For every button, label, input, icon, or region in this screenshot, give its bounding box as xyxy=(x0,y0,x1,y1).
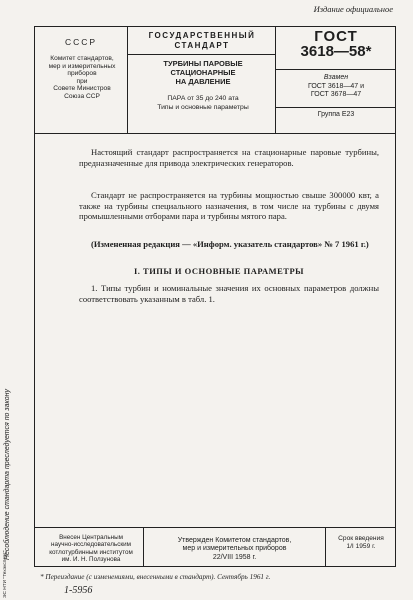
header-bottom-line xyxy=(35,133,395,134)
paragraph-revision: (Измененная редакция — «Информ. указатель стандартов» № 7 1961 г.) xyxy=(91,239,369,249)
gost-number: 3618—58* xyxy=(300,43,372,60)
side-source-note: ЭС НТИ "Техэксперт" xyxy=(3,550,8,598)
side-legal-note: Несоблюдение стандарта преследуется по закону xyxy=(4,388,11,560)
committee-name: Комитет стандартов, мер и измерительных приборов при Совете Министров Союза ССР xyxy=(48,55,116,100)
footer-top-line xyxy=(35,527,395,528)
gos-underline xyxy=(127,54,275,55)
document-frame xyxy=(34,26,396,567)
replaces-note: Взамен ГОСТ 3618—47 и ГОСТ 3678—47 xyxy=(307,74,365,98)
handwritten-number: 1-5956 xyxy=(64,585,93,596)
gost-label: ГОСТ xyxy=(314,28,358,45)
effective-date: Срок введения 1/I 1959 г. xyxy=(338,535,384,550)
approval-note: Утвержден Комитетом стандартов, мер и измерительных приборов 22/VIII 1958 г. xyxy=(177,537,292,561)
document-subtitle: ПАРА от 35 до 240 ата Типы и основные параметры xyxy=(157,95,249,111)
reprint-note: * Переиздание (с изменениями, внесенными в стандарт). Сентябрь 1961 г. xyxy=(40,573,271,581)
replaces-underline xyxy=(275,107,395,108)
paragraph-exclusions: Стандарт не распространяется на турбины мощностью свыше 300000 квт, а также на турбины специального назначения, в том числе на турбины с двумя промышленными отборами пара и турбины мятого пара. xyxy=(79,190,379,222)
state-standard-heading: ГОСУДАРСТВЕННЫЙ СТАНДАРТ xyxy=(148,31,256,50)
introduced-by: Внесен Центральным научно-исследовательским котлотурбинным институтом им. И. Н. Ползунова xyxy=(49,534,133,564)
ussr-label: СССР xyxy=(64,37,98,47)
paragraph-scope: Настоящий стандарт распространяется на стационарные паровые турбины, предназначенные для привода электрических генераторов. xyxy=(79,147,379,168)
group-code: Группа Е23 xyxy=(317,111,355,118)
section-heading: I. ТИПЫ И ОСНОВНЫЕ ПАРАМЕТРЫ xyxy=(133,266,305,276)
footer-divider-left xyxy=(143,527,144,566)
footer-divider-right xyxy=(325,527,326,566)
gost-number-underline xyxy=(275,69,395,70)
document-title: ТУРБИНЫ ПАРОВЫЕ СТАЦИОНАРНЫЕ НА ДАВЛЕНИЕ xyxy=(163,59,243,86)
paragraph-types: 1. Типы турбин и номинальные значения их основных параметров должны соответствовать указанным в табл. 1. xyxy=(79,283,379,304)
official-edition-note: Издание официальное xyxy=(313,4,393,14)
